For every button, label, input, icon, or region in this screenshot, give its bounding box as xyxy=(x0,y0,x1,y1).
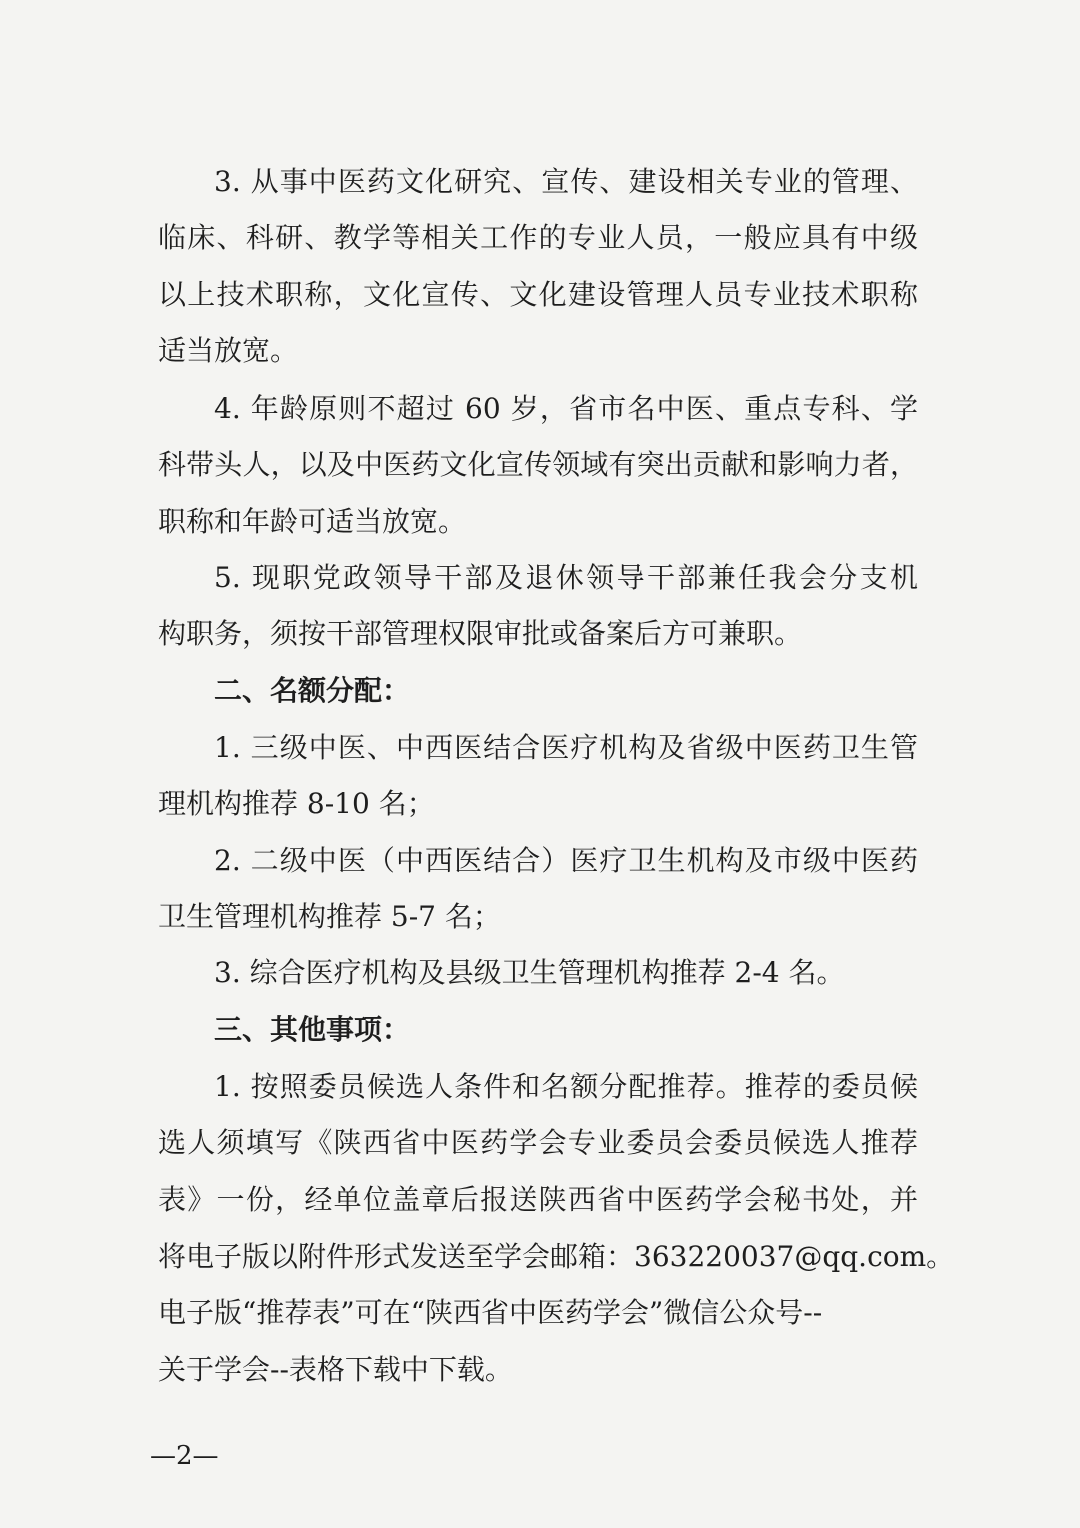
body-line: 理机构推荐 8-10 名； xyxy=(158,787,435,820)
body-line: 关于学会--表格下载中下载。 xyxy=(158,1353,513,1386)
body-line: 3. 从事中医药文化研究、宣传、建设相关专业的管理、 xyxy=(214,165,918,198)
body-line: 将电子版以附件形式发送至学会邮箱：363220037@qq.com。 xyxy=(158,1240,955,1273)
body-line: 电子版“推荐表”可在“陕西省中医药学会”微信公众号-- xyxy=(158,1296,823,1329)
body-line: 科带头人，以及中医药文化宣传领域有突出贡献和影响力者， xyxy=(158,448,918,481)
body-line: 4. 年龄原则不超过 60 岁，省市名中医、重点专科、学 xyxy=(214,392,918,425)
body-line: 临床、科研、教学等相关工作的专业人员，一般应具有中级 xyxy=(158,221,918,254)
body-line: 2. 二级中医（中西医结合）医疗卫生机构及市级中医药 xyxy=(214,844,918,877)
body-line: 选人须填写《陕西省中医药学会专业委员会委员候选人推荐 xyxy=(158,1126,918,1159)
body-line: 5. 现职党政领导干部及退休领导干部兼任我会分支机 xyxy=(214,561,918,594)
body-line: 以上技术职称，文化宣传、文化建设管理人员专业技术职称 xyxy=(158,278,918,311)
section-heading: 三、其他事项： xyxy=(214,1013,411,1046)
body-line: 适当放宽。 xyxy=(158,334,299,367)
page-number: —2— xyxy=(150,1441,219,1471)
section-heading: 二、名额分配： xyxy=(214,674,411,707)
body-line: 1. 按照委员候选人条件和名额分配推荐。推荐的委员候 xyxy=(214,1070,918,1103)
body-line: 1. 三级中医、中西医结合医疗机构及省级中医药卫生管 xyxy=(214,731,918,764)
body-line: 3. 综合医疗机构及县级卫生管理机构推荐 2-4 名。 xyxy=(214,956,845,989)
body-line: 构职务，须按干部管理权限审批或备案后方可兼职。 xyxy=(158,617,803,650)
body-line: 卫生管理机构推荐 5-7 名； xyxy=(158,900,501,933)
body-line: 表》一份，经单位盖章后报送陕西省中医药学会秘书处，并 xyxy=(158,1183,918,1216)
body-line: 职称和年龄可适当放宽。 xyxy=(158,505,467,538)
